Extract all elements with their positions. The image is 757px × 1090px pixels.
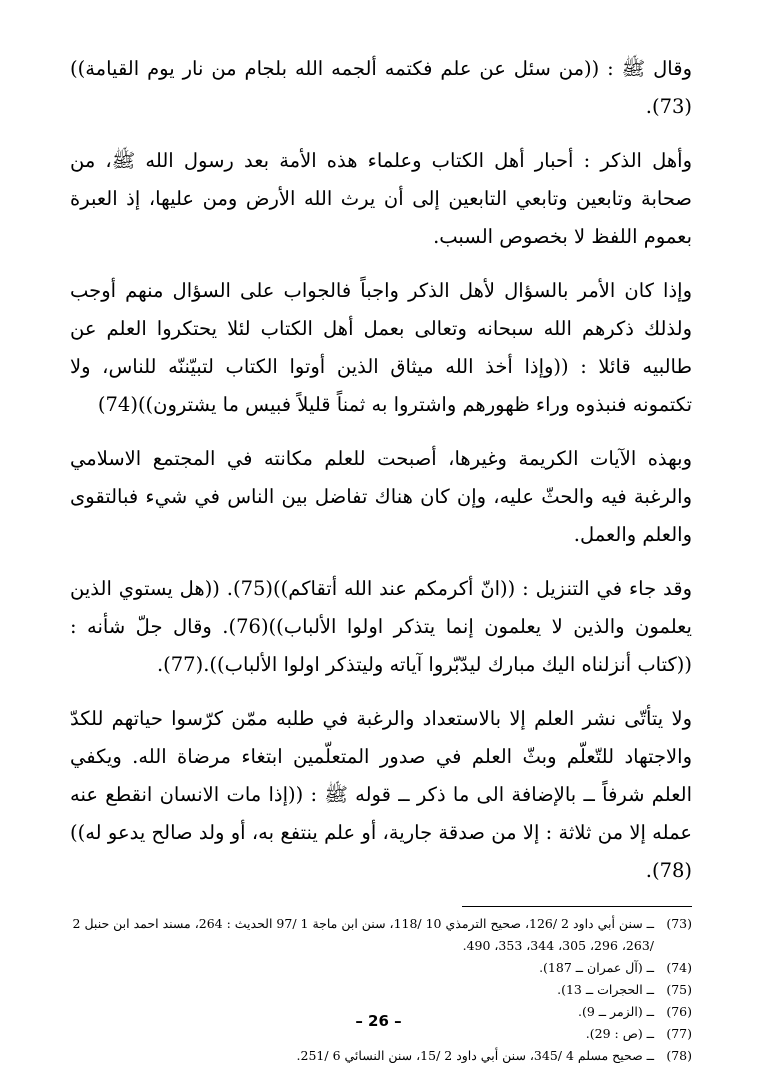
footnote-number: (73): [666, 916, 692, 931]
footnote-text: ــ (ص : 29).: [585, 1026, 654, 1041]
paragraph-1: وقال ﷺ : ((من سئل عن علم فكتمه ألجمه الله بلجام من نار يوم القيامة))(73).: [70, 57, 692, 118]
footnote-number: (77): [666, 1026, 692, 1041]
footnote-number: (75): [666, 982, 692, 997]
footnote-text: ــ الحجرات ــ 13).: [557, 982, 654, 997]
footnote-78: [70, 1045, 692, 1067]
footnote-text: ــ (الزمر ــ 9).: [577, 1004, 654, 1019]
footnote-number: (78): [666, 1048, 692, 1063]
paragraph-6: ولا يتأتّى نشر العلم إلا بالاستعداد والرغبة في طلبه ممّن كرّسوا حياتهم للكدّ والاجتهاد للتّعلّم وبثّ العلم في صدور المتعلّمين ابتغاء مرضاة الله. ويكفي العلم شرفاً ــ بالإضافة الى ما ذكر ــ قوله ﷺ : ((إذا مات الانسان انقطع عنه عمله إلا من ثلاثة : إلا من صدقة جارية، أو علم ينتفع به، أو ولد صالح يدعو له))(78).: [70, 707, 692, 882]
footnote-74: [70, 957, 692, 979]
footnote-75: [70, 979, 692, 1001]
footnote-text: ــ سنن أبي داود 2 /126، صحيح الترمذي 10 /118، سنن ابن ماجة 1 /97 الحديث : 264، مسند احمد ابن حنبل 2 /263، 296، 305، 344، 353، 490.: [72, 916, 654, 953]
footnote-number: (74): [666, 960, 692, 975]
paragraph-3: وإذا كان الأمر بالسؤال لأهل الذكر واجباً فالجواب على السؤال منهم أوجب ولذلك ذكرهم الله سبحانه وتعالى بعمل أهل الكتاب لئلا يحتكروا العلم عن طالبيه قائلا : ((وإذا أخذ الله ميثاق الذين أوتوا الكتاب لتبيّننّه للناس، ولا تكتمونه فنبذوه وراء ظهورهم واشتروا به ثمناً قليلاً فبيس ما يشترون))(74): [70, 279, 692, 416]
paragraph-5: وقد جاء في التنزيل : ((انّ أكرمكم عند الله أتقاكم))(75). ((هل يستوي الذين يعلمون والذين لا يعلمون إنما يتذكر اولوا الألباب))(76). وقال جلّ شأنه : ((كتاب أنزلناه اليك مبارك ليدّبّروا آياته وليتذكر اولوا الألباب)).(77).: [70, 577, 692, 676]
page-number: – 26 –: [355, 1012, 402, 1030]
paragraph-4: وبهذه الآيات الكريمة وغيرها، أصبحت للعلم مكانته في المجتمع الاسلامي والرغبة فيه والحثّ عليه، وإن كان هناك تفاضل بين الناس في شيء فبالتقوى والعلم والعمل.: [70, 447, 692, 546]
page-body: [70, 50, 692, 1067]
footnotes: [70, 913, 692, 1067]
footnote-text: ــ صحيح مسلم 4 /345، سنن أبي داود 2 /15، سنن النسائي 6 /251.: [296, 1048, 654, 1063]
footnote-divider: [462, 906, 692, 907]
footnote-number: (76): [666, 1004, 692, 1019]
paragraph-2: وأهل الذكر : أحبار أهل الكتاب وعلماء هذه الأمة بعد رسول الله ﷺ، من صحابة وتابعين وتابعي التابعين إلى أن يرث الله الأرض ومن عليها، إذ العبرة بعموم اللفظ لا بخصوص السبب.: [70, 149, 692, 248]
footnote-text: ــ (آل عمران ــ 187).: [539, 960, 654, 975]
footnote-73: [70, 913, 692, 957]
